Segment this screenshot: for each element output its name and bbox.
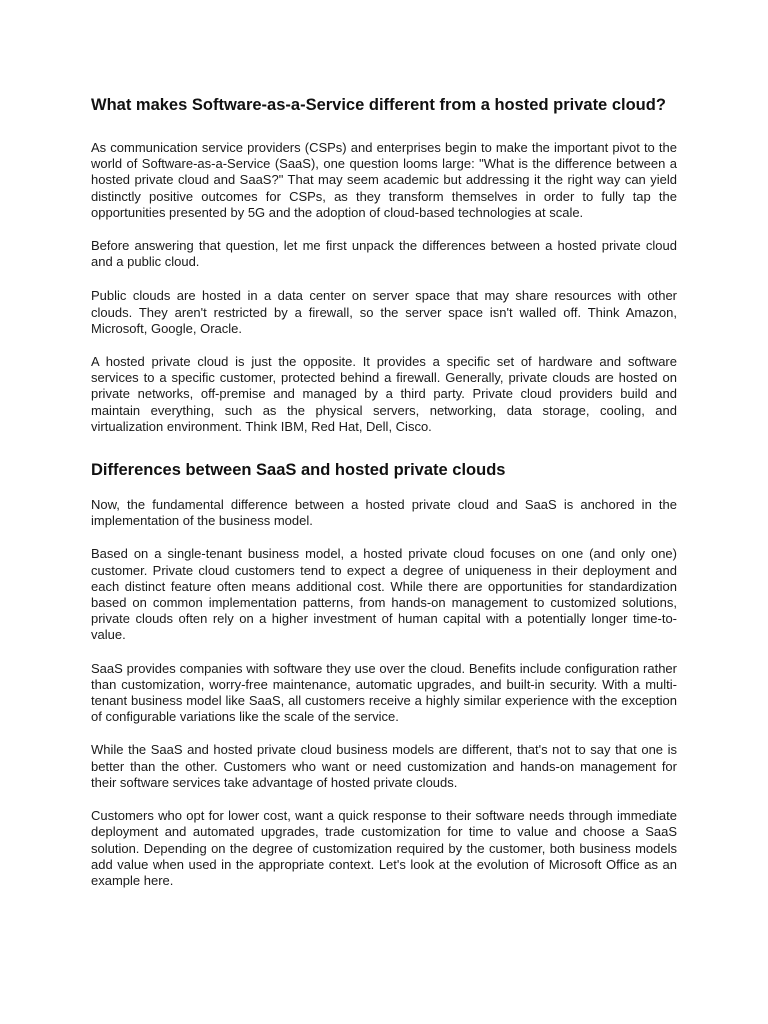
intro-paragraph-2: Before answering that question, let me first unpack the differences between a hosted private cloud and a public cloud. — [91, 238, 677, 270]
section-heading: Differences between SaaS and hosted private clouds — [91, 461, 506, 480]
intro-paragraph-3: Public clouds are hosted in a data center on server space that may share resources with other clouds. They aren't restricted by a firewall, so the server space isn't walled off. Think Amazon, Microsoft, Google, Oracle. — [91, 288, 677, 336]
document-page — [91, 94, 677, 906]
intro-paragraph-4: A hosted private cloud is just the opposite. It provides a specific set of hardware and software services to a specific customer, protected behind a firewall. Generally, private clouds are hosted on private networks, off-premise and managed by a third party. Private cloud providers build and maintain everything, such as the physical servers, networking, data storage, cooling, and virtualization environment. Think IBM, Red Hat, Dell, Cisco. — [91, 354, 677, 434]
section-paragraph-1: Now, the fundamental difference between a hosted private cloud and SaaS is anchored in the implementation of the business model. — [91, 497, 677, 529]
section-paragraph-2: Based on a single-tenant business model, a hosted private cloud focuses on one (and only one) customer. Private cloud customers tend to expect a degree of uniqueness in their deployment and each distinct feature often means additional cost. While there are opportunities for standardization based on common implementation patterns, from hands-on management to customized solutions, private clouds often rely on a higher investment of human capital with a potentially longer time-to-value. — [91, 546, 677, 643]
page-title: What makes Software-as-a-Service different from a hosted private cloud? — [91, 96, 666, 114]
section-paragraph-3: SaaS provides companies with software they use over the cloud. Benefits include configuration rather than customization, worry-free maintenance, automatic upgrades, and built-in security. With a multi-tenant business model like SaaS, all customers receive a highly similar experience with the exception of configurable variations like the scale of the service. — [91, 660, 677, 725]
intro-paragraph-1: As communication service providers (CSPs) and enterprises begin to make the important pivot to the world of Software-as-a-Service (SaaS), one question looms large: "What is the difference between a hosted private cloud and SaaS?" That may seem academic but addressing it the right way can yield distinctly positive outcomes for CSPs, as they transform themselves in order to fully tap the opportunities presented by 5G and the adoption of cloud-based technologies at scale. — [91, 140, 677, 220]
section-paragraph-5: Customers who opt for lower cost, want a quick response to their software needs through immediate deployment and automated upgrades, trade customization for time to value and choose a SaaS solution. Depending on the degree of customization required by the customer, both business models add value when used in the appropriate context. Let's look at the evolution of Microsoft Office as an example here. — [91, 808, 677, 888]
section-paragraph-4: While the SaaS and hosted private cloud business models are different, that's not to say that one is better than the other. Customers who want or need customization and hands-on management for their software services take advantage of hosted private clouds. — [91, 742, 677, 790]
